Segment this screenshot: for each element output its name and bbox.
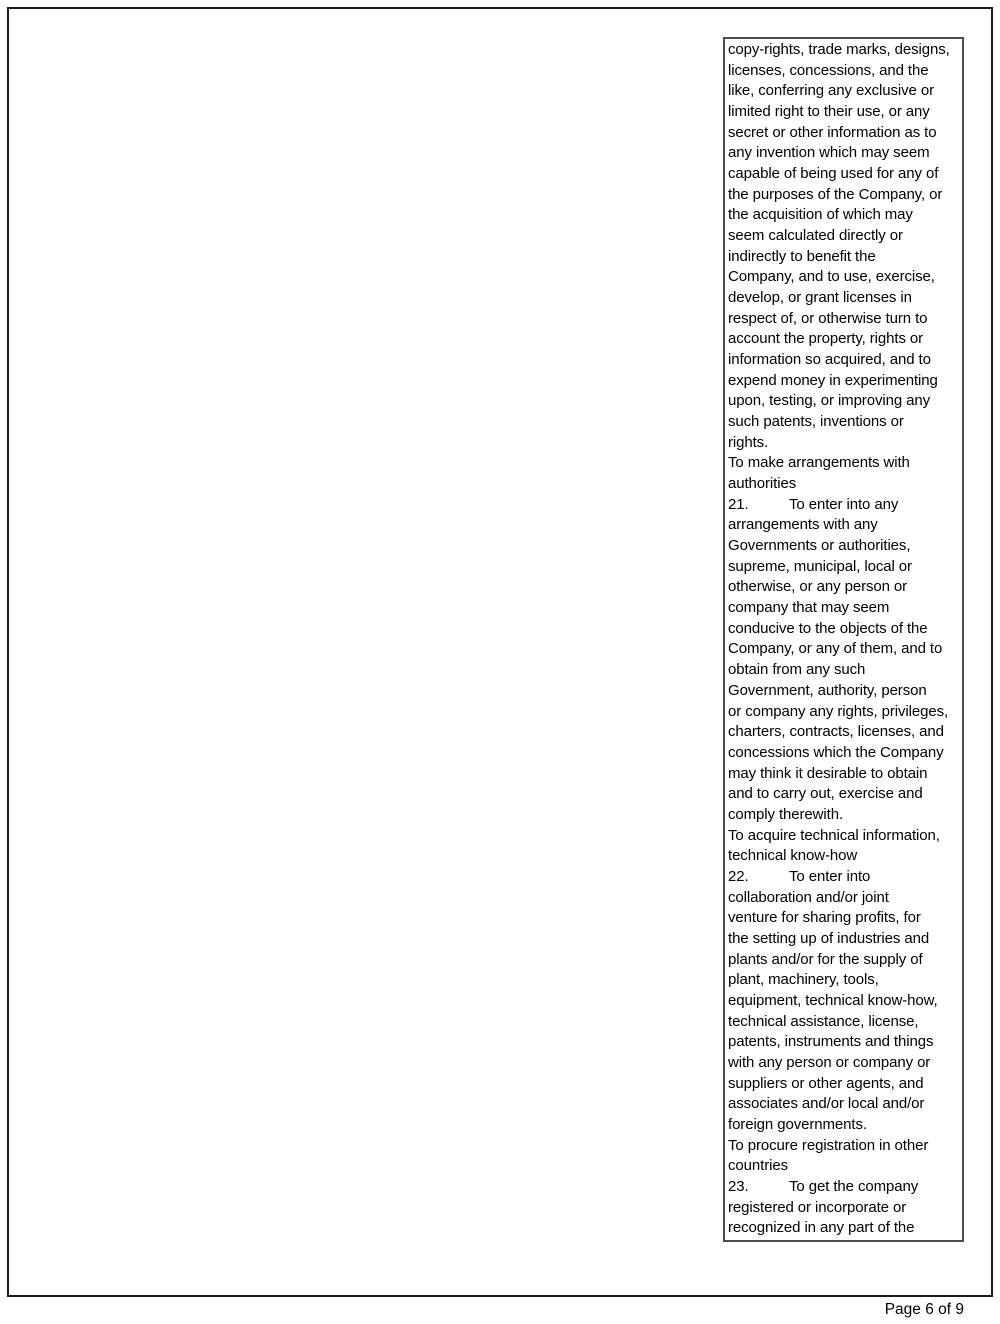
text-line: suppliers or other agents, and [728,1074,924,1092]
text-line: registered or incorporate or [728,1198,907,1216]
text-line: 23. To get the company [728,1177,919,1195]
text-line: charters, contracts, licenses, and [728,723,944,741]
text-line: equipment, technical know-how, [728,991,938,1009]
text-line: develop, or grant licenses in [728,289,912,307]
text-line: or company any rights, privileges, [728,702,949,720]
text-line: plants and/or for the supply of [728,950,923,968]
text-line: with any person or company or [728,1053,931,1071]
text-line: copy-rights, trade marks, designs, [728,41,950,58]
text-line: patents, instruments and things [728,1033,934,1051]
text-line: 21. To enter into any [728,495,899,513]
text-line: otherwise, or any person or [728,578,908,596]
text-line: upon, testing, or improving any [728,392,931,410]
page-number: Page 6 of 9 [884,1301,964,1318]
text-line: technical assistance, license, [728,1012,919,1030]
text-line: such patents, inventions or [728,413,904,431]
text-line: company that may seem [728,599,890,617]
text-line: secret or other information as to [728,123,937,141]
text-line: indirectly to benefit the [728,247,876,265]
text-line: the setting up of industries and [728,929,930,947]
text-line: expend money in experimenting [728,371,938,389]
text-line: and to carry out, exercise and [728,785,923,803]
text-line: authorities [728,475,797,493]
text-line: obtain from any such [728,661,866,679]
clauses-text-box [723,37,964,1242]
text-line: Company, or any of them, and to [728,640,943,658]
text-line: venture for sharing profits, for [728,909,921,927]
text-line: To make arrangements with [728,454,910,472]
text-line: respect of, or otherwise turn to [728,309,928,327]
text-line: technical know-how [728,847,858,865]
text-line: information so acquired, and to [728,351,931,369]
text-line: comply therewith. [728,805,844,823]
text-line: collaboration and/or joint [728,888,889,906]
text-line: concessions which the Company [728,743,944,761]
text-line: licenses, concessions, and the [728,61,929,79]
text-line: countries [728,1157,788,1175]
text-line: like, conferring any exclusive or [728,82,934,100]
text-line: the acquisition of which may [728,206,913,224]
text-line: arrangements with any [728,516,878,534]
text-line: plant, machinery, tools, [728,971,879,989]
text-line: the purposes of the Company, or [728,185,943,203]
text-line: rights. [728,433,769,451]
text-line: recognized in any part of the [728,1219,915,1237]
text-line: supreme, municipal, local or [728,557,912,575]
text-line: foreign governments. [728,1115,867,1133]
text-line: capable of being used for any of [728,165,939,183]
text-line: may think it desirable to obtain [728,764,928,782]
text-line: conducive to the objects of the [728,619,928,637]
text-line: To acquire technical information, [728,826,940,844]
text-line: Governments or authorities, [728,537,911,555]
text-line: seem calculated directly or [728,227,903,245]
text-line: associates and/or local and/or [728,1095,925,1113]
page-border [7,7,993,1297]
text-line: To procure registration in other [728,1136,929,1154]
text-line: limited right to their use, or any [728,103,930,121]
text-line: Government, authority, person [728,681,927,699]
text-line: 22. To enter into [728,867,871,885]
text-line: Company, and to use, exercise, [728,268,935,286]
text-line: account the property, rights or [728,330,924,348]
text-line: any invention which may seem [728,144,930,162]
